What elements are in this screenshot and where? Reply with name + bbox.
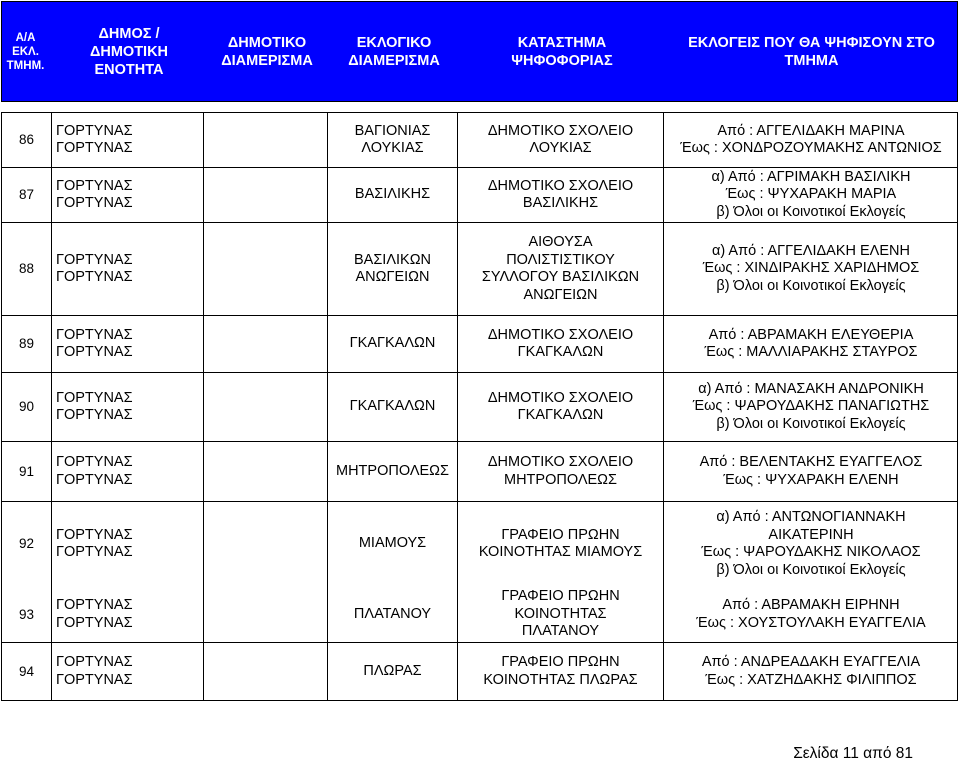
- katastima-cell: ΓΡΑΦΕΙΟ ΠΡΩΗΝ ΚΟΙΝΟΤΗΤΑΣ ΠΛΩΡΑΣ: [483, 654, 638, 688]
- eklogeis-cell: Από : ΑΓΓΕΛΙΔΑΚΗ ΜΑΡΙΝΑ Έως : ΧΟΝΔΡΟΖΟΥΜΑΚΗΣ ΑΝΤΩΝΙΟΣ: [680, 122, 942, 156]
- header-col-dimos: ΔΗΜΟΣ / ΔΗΜΟΤΙΚΗ ΕΝΟΤΗΤΑ: [89, 25, 169, 78]
- eklogiko-diamerisma-cell: ΒΑΓΙΟΝΙΑΣ ΛΟΥΚΙΑΣ: [354, 122, 431, 156]
- katastima-cell: ΓΡΑΦΕΙΟ ΠΡΩΗΝ ΚΟΙΝΟΤΗΤΑΣ ΠΛΑΤΑΝΟΥ: [501, 588, 620, 640]
- dimos-cell: ΓΟΡΤΥΝΑΣ ΓΟΡΤΥΝΑΣ: [56, 654, 133, 688]
- table-header: [1, 1, 958, 102]
- dimos-cell: ΓΟΡΤΥΝΑΣ ΓΟΡΤΥΝΑΣ: [56, 326, 133, 360]
- dimos-cell: ΓΟΡΤΥΝΑΣ ΓΟΡΤΥΝΑΣ: [56, 389, 133, 423]
- row-number: 92: [18, 536, 35, 552]
- katastima-cell: ΔΗΜΟΤΙΚΟ ΣΧΟΛΕΙΟ ΓΚΑΓΚΑΛΩΝ: [487, 389, 634, 423]
- katastima-cell: ΔΗΜΟΤΙΚΟ ΣΧΟΛΕΙΟ ΜΗΤΡΟΠΟΛΕΩΣ: [487, 454, 634, 488]
- eklogiko-diamerisma-cell: ΓΚΑΓΚΑΛΩΝ: [349, 398, 436, 415]
- row-number: 87: [18, 187, 35, 203]
- dimotiko-diamerisma-cell: [204, 113, 327, 167]
- eklogiko-diamerisma-cell: ΠΛΩΡΑΣ: [363, 662, 422, 679]
- header-col-eklogiko-diamerisma: ΕΚΛΟΓΙΚΟ ΔΙΑΜΕΡΙΣΜΑ: [348, 34, 440, 69]
- eklogeis-cell: α) Από : ΜΑΝΑΣΑΚΗ ΑΝΔΡΟΝΙΚΗ Έως : ΨΑΡΟΥΔΑΚΗΣ ΠΑΝΑΓΙΩΤΗΣ β) Όλοι οι Κοινοτικοί Εκλογείς: [692, 380, 930, 432]
- eklogeis-cell: α) Από : ΑΓΡΙΜΑΚΗ ΒΑΣΙΛΙΚΗ Έως : ΨΥΧΑΡΑΚΗ ΜΑΡΙΑ β) Όλοι οι Κοινοτικοί Εκλογείς: [711, 168, 911, 220]
- polling-stations-table: [1, 112, 958, 700]
- eklogeis-cell: Από : ΒΕΛΕΝΤΑΚΗΣ ΕΥΑΓΓΕΛΟΣ Έως : ΨΥΧΑΡΑΚΗ ΕΛΕΝΗ: [699, 454, 923, 488]
- katastima-cell: ΔΗΜΟΤΙΚΟ ΣΧΟΛΕΙΟ ΛΟΥΚΙΑΣ: [487, 122, 634, 156]
- katastima-cell: ΑΙΘΟΥΣΑ ΠΟΛΙΣΤΙΣΤΙΚΟΥ ΣΥΛΛΟΓΟΥ ΒΑΣΙΛΙΚΩΝ ΑΝΩΓΕΙΩΝ: [481, 234, 640, 303]
- eklogiko-diamerisma-cell: ΜΗΤΡΟΠΟΛΕΩΣ: [335, 462, 449, 479]
- page-number: Σελίδα 11 από 81: [793, 745, 913, 762]
- eklogiko-diamerisma-cell: ΜΙΑΜΟΥΣ: [358, 535, 427, 552]
- eklogeis-cell: Από : ΑΒΡΑΜΑΚΗ ΕΛΕΥΘΕΡΙΑ Έως : ΜΑΛΛΙΑΡΑΚΗΣ ΣΤΑΥΡΟΣ: [704, 326, 918, 360]
- dimos-cell: ΓΟΡΤΥΝΑΣ ΓΟΡΤΥΝΑΣ: [56, 122, 133, 156]
- dimotiko-diamerisma-cell: [204, 502, 327, 586]
- row-number: 94: [18, 663, 35, 679]
- eklogiko-diamerisma-cell: ΒΑΣΙΛΙΚΗΣ: [354, 186, 431, 203]
- dimotiko-diamerisma-cell: [204, 587, 327, 642]
- eklogeis-cell: α) Από : ΑΝΤΩΝΟΓΙΑΝΝΑΚΗ ΑΙΚΑΤΕΡΙΝΗ Έως : ΨΑΡΟΥΔΑΚΗΣ ΝΙΚΟΛΑΟΣ β) Όλοι οι Κοινοτικοί Εκλογείς: [701, 509, 921, 578]
- row-number: 93: [18, 606, 35, 622]
- row-number: 89: [18, 336, 35, 352]
- dimos-cell: ΓΟΡΤΥΝΑΣ ΓΟΡΤΥΝΑΣ: [56, 597, 133, 631]
- header-col-dimotiko-diamerisma: ΔΗΜΟΤΙΚΟ ΔΙΑΜΕΡΙΣΜΑ: [221, 34, 313, 69]
- katastima-cell: ΓΡΑΦΕΙΟ ΠΡΩΗΝ ΚΟΙΝΟΤΗΤΑΣ ΜΙΑΜΟΥΣ: [478, 526, 643, 560]
- dimotiko-diamerisma-cell: [204, 643, 327, 700]
- dimos-cell: ΓΟΡΤΥΝΑΣ ΓΟΡΤΥΝΑΣ: [56, 526, 133, 560]
- dimos-cell: ΓΟΡΤΥΝΑΣ ΓΟΡΤΥΝΑΣ: [56, 177, 133, 211]
- row-number: 90: [18, 399, 35, 415]
- eklogiko-diamerisma-cell: ΒΑΣΙΛΙΚΩΝ ΑΝΩΓΕΙΩΝ: [353, 251, 432, 285]
- header-col-eklogeis: ΕΚΛΟΓΕΙΣ ΠΟΥ ΘΑ ΨΗΦΙΣΟΥΝ ΣΤΟ ΤΜΗΜΑ: [688, 34, 935, 69]
- row-number: 91: [18, 463, 35, 479]
- katastima-cell: ΔΗΜΟΤΙΚΟ ΣΧΟΛΕΙΟ ΓΚΑΓΚΑΛΩΝ: [487, 326, 634, 360]
- eklogiko-diamerisma-cell: ΠΛΑΤΑΝΟΥ: [353, 605, 432, 622]
- header-col-aa: Α/Α ΕΚΛ. ΤΜΗΜ.: [6, 31, 45, 72]
- dimotiko-diamerisma-cell: [204, 442, 327, 501]
- eklogeis-cell: Από : ΑΝΔΡΕΑΔΑΚΗ ΕΥΑΓΓΕΛΙΑ Έως : ΧΑΤΖΗΔΑΚΗΣ ΦΙΛΙΠΠΟΣ: [701, 654, 921, 688]
- row-number: 88: [18, 261, 35, 277]
- row-divider: [1, 700, 958, 701]
- dimotiko-diamerisma-cell: [204, 168, 327, 222]
- katastima-cell: ΔΗΜΟΤΙΚΟ ΣΧΟΛΕΙΟ ΒΑΣΙΛΙΚΗΣ: [487, 177, 634, 211]
- eklogeis-cell: α) Από : ΑΓΓΕΛΙΔΑΚΗ ΕΛΕΝΗ Έως : ΧΙΝΔΙΡΑΚΗΣ ΧΑΡΙΔΗΜΟΣ β) Όλοι οι Κοινοτικοί Εκλογείς: [702, 242, 920, 294]
- dimotiko-diamerisma-cell: [204, 373, 327, 441]
- eklogeis-cell: Από : ΑΒΡΑΜΑΚΗ ΕΙΡΗΝΗ Έως : ΧΟΥΣΤΟΥΛΑΚΗ ΕΥΑΓΓΕΛΙΑ: [696, 597, 926, 631]
- dimotiko-diamerisma-cell: [204, 316, 327, 372]
- dimotiko-diamerisma-cell: [204, 223, 327, 315]
- dimos-cell: ΓΟΡΤΥΝΑΣ ΓΟΡΤΥΝΑΣ: [56, 251, 133, 285]
- eklogiko-diamerisma-cell: ΓΚΑΓΚΑΛΩΝ: [349, 335, 436, 352]
- dimos-cell: ΓΟΡΤΥΝΑΣ ΓΟΡΤΥΝΑΣ: [56, 454, 133, 488]
- row-number: 86: [18, 132, 35, 148]
- header-col-katastima: ΚΑΤΑΣΤΗΜΑ ΨΗΦΟΦΟΡΙΑΣ: [511, 34, 613, 69]
